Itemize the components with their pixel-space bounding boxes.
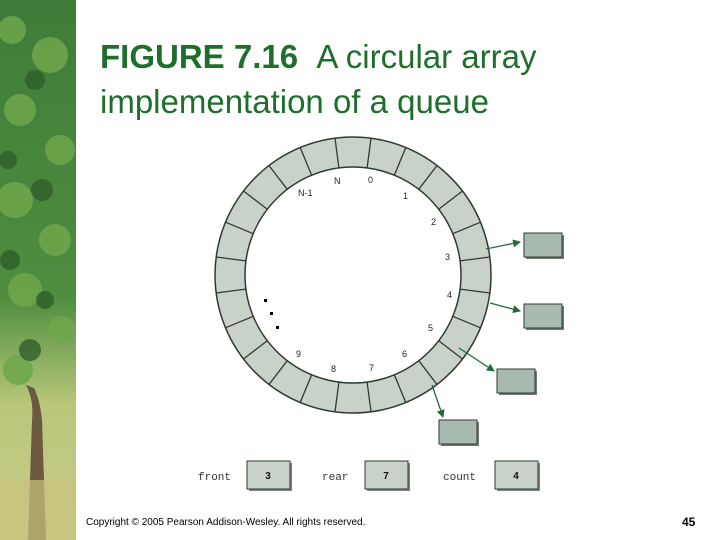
- circular-array-ring: [215, 137, 491, 413]
- rear-label: rear: [322, 472, 349, 484]
- index-label-n: N: [334, 176, 341, 186]
- arrow-cell-5: [459, 348, 494, 371]
- index-label-1: 1: [403, 191, 409, 201]
- count-label: count: [443, 472, 477, 484]
- count-value: 4: [513, 471, 519, 482]
- page-number: 45: [682, 515, 696, 529]
- queue-element-box: [439, 420, 479, 446]
- queue-element-box: [497, 369, 537, 395]
- figure-caption: A circular array implementation of a queue: [100, 38, 537, 120]
- front-label: front: [198, 472, 232, 484]
- index-label-9: 9: [296, 349, 302, 359]
- index-label-3: 3: [445, 252, 451, 262]
- queue-element-box: [524, 304, 564, 330]
- index-label-0: 0: [368, 175, 374, 185]
- copyright-notice: Copyright © 2005 Pearson Addison-Wesley. All rights reserved.: [86, 517, 366, 528]
- ring-inner-hole: [245, 167, 461, 383]
- rear-value: 7: [383, 471, 389, 482]
- index-label-5: 5: [428, 323, 434, 333]
- index-label-2: 2: [431, 217, 437, 227]
- queue-element-box: [524, 233, 564, 259]
- front-value: 3: [265, 471, 271, 482]
- index-label-7: 7: [369, 363, 375, 373]
- index-label-6: 6: [402, 349, 408, 359]
- arrow-cell-6: [432, 385, 443, 417]
- index-label-4: 4: [447, 290, 453, 300]
- arrow-cell-3: [486, 242, 520, 249]
- figure-number: FIGURE 7.16: [100, 38, 299, 75]
- arrow-cell-4: [490, 303, 520, 311]
- index-label-n-1: N-1: [298, 188, 313, 198]
- index-label-8: 8: [331, 364, 337, 374]
